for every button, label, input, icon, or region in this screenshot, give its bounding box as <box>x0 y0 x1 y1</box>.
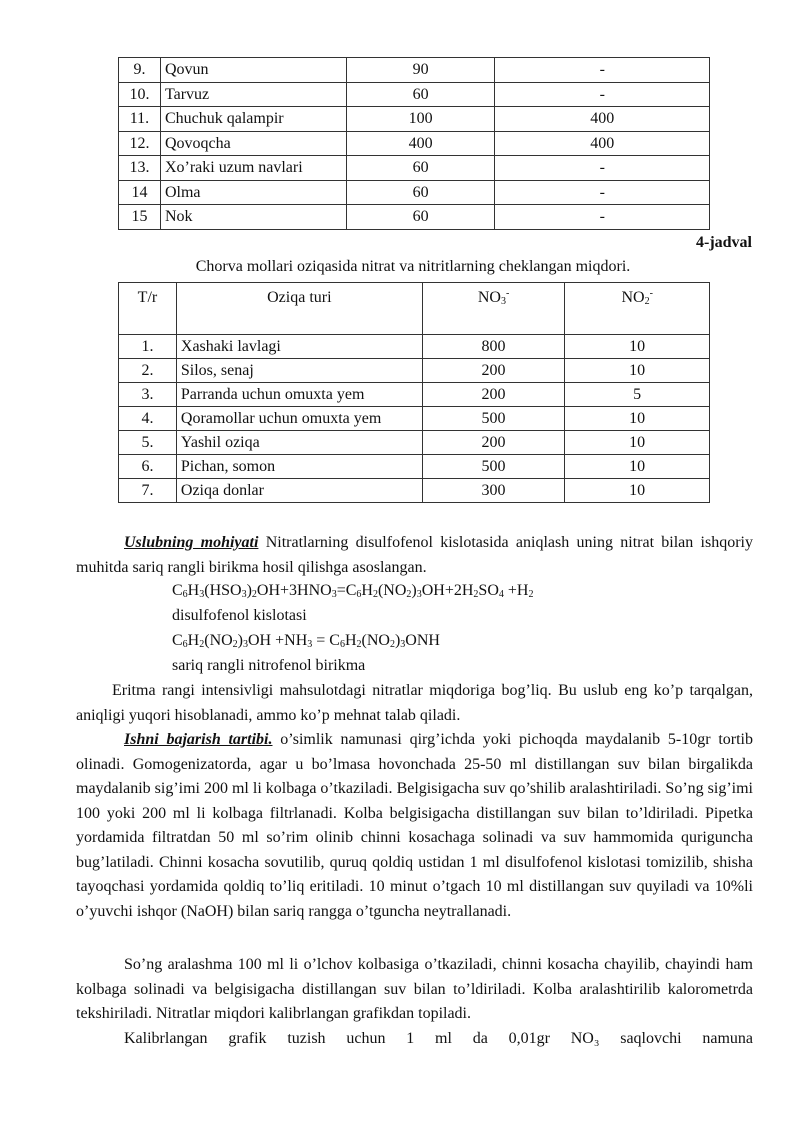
table-cell: 2. <box>119 359 177 383</box>
table-cell: 200 <box>422 383 565 407</box>
table-row <box>119 82 710 107</box>
formula-2-label: sariq rangli nitrofenol birikma <box>172 657 366 674</box>
table-label: 4-jadval <box>696 234 752 251</box>
table-row <box>119 479 710 503</box>
table-row <box>119 431 710 455</box>
table-cell: 5 <box>565 383 710 407</box>
table-cell: 10 <box>565 431 710 455</box>
table-cell: 4. <box>119 407 177 431</box>
table-cell: Qoramollar uchun omuxta yem <box>176 407 422 431</box>
table-vegetables-body <box>119 58 710 230</box>
table-cell: Qovun <box>160 58 346 83</box>
table-row <box>119 407 710 431</box>
table-cell: 6. <box>119 455 177 479</box>
table-row <box>119 455 710 479</box>
formula-2: $C_6H_2(NO_2)_3OH +NH_3 = C_6H_2(NO_2)_3ONH$ <box>172 632 440 650</box>
table-feed-limits <box>118 282 710 503</box>
table-row <box>119 58 710 83</box>
table-cell: 60 <box>346 205 495 230</box>
table-row <box>119 383 710 407</box>
table-cell: 500 <box>422 407 565 431</box>
table-cell: Pichan, somon <box>176 455 422 479</box>
table-cell: 60 <box>346 180 495 205</box>
table-row <box>119 359 710 383</box>
table-cell: 800 <box>422 335 565 359</box>
table-cell: 200 <box>422 431 565 455</box>
table-cell: 7. <box>119 479 177 503</box>
table-cell: 100 <box>346 107 495 132</box>
table-cell: 14 <box>119 180 161 205</box>
table-cell: Xashaki lavlagi <box>176 335 422 359</box>
table-cell: 3. <box>119 383 177 407</box>
table-cell: 400 <box>495 107 710 132</box>
header-no2: $NO_2^-$ <box>565 283 710 335</box>
table-vegetables <box>118 57 710 230</box>
table-cell: 60 <box>346 156 495 181</box>
table-header-row <box>119 283 710 335</box>
table-cell: - <box>495 156 710 181</box>
formula-1-label: disulfofenol kislotasi <box>172 607 307 624</box>
table-row <box>119 156 710 181</box>
table-cell: Xo’raki uzum navlari <box>160 156 346 181</box>
table-cell: 400 <box>346 131 495 156</box>
header-name: Oziqa turi <box>176 283 422 335</box>
keyword-essence: Uslubning mohiyati <box>124 534 259 551</box>
table-row <box>119 205 710 230</box>
paragraph-intensity: Eritma rangi intensivligi mahsulotdagi nitratlar miqdoriga bog’liq. Bu uslub eng ko’p tarqalgan, aniqligi yuqori hisoblanadi, ammo ko’p mehnat talab qiladi. <box>76 682 753 724</box>
table-cell: Yashil oziqa <box>176 431 422 455</box>
table-cell: 9. <box>119 58 161 83</box>
table-cell: - <box>495 180 710 205</box>
header-num: T/r <box>119 283 177 335</box>
table-cell: 13. <box>119 156 161 181</box>
table-cell: - <box>495 82 710 107</box>
table-cell: - <box>495 205 710 230</box>
table-cell: Tarvuz <box>160 82 346 107</box>
table-cell: 60 <box>346 82 495 107</box>
table-cell: 10 <box>565 335 710 359</box>
table-cell: Qovoqcha <box>160 131 346 156</box>
table-cell: 300 <box>422 479 565 503</box>
table-cell: 1. <box>119 335 177 359</box>
table-cell: 10 <box>565 359 710 383</box>
table-cell: 5. <box>119 431 177 455</box>
table-cell: Nok <box>160 205 346 230</box>
table-cell: 12. <box>119 131 161 156</box>
table-cell: 15 <box>119 205 161 230</box>
table-cell: 400 <box>495 131 710 156</box>
table-cell: 90 <box>346 58 495 83</box>
table-cell: Parranda uchun omuxta yem <box>176 383 422 407</box>
table-cell: 200 <box>422 359 565 383</box>
keyword-procedure: Ishni bajarish tartibi. <box>124 731 273 748</box>
table-row <box>119 107 710 132</box>
table-cell: 10 <box>565 455 710 479</box>
table-cell: 10 <box>565 407 710 431</box>
paragraph-procedure: Ishni bajarish tartibi. o’simlik namunasi qirg’ichda yoki pichoqda maydalanib 5-10gr tortib olinadi. Gomogenizatorda, agar u bo’lmasa hovonchada 25-50 ml distillangan suv bilan birgalikda maydalanib sig’imi 200 ml li kolbaga o’tkaziladi. Belgisigacha suv qo’shilib aralashtiriladi. So’ng sig’imi 100 yoki 200 ml li kolbaga filtrlanadi. Kolba belgisigacha distillangan suv bilan to’ldiriladi. Pipetka yordamida filtratdan 50 ml so’rim olinib chinni kosachaga solinadi va suv hammomida qurigunchа bug’latiladi. Chinni kosacha sovutilib, quruq qoldiq ustidan 1 ml disulfofenol kislotasi tomizilib, shisha tayoqchasi yordamida qoldiq to’liq eritiladi. 10 minut o’tgach 10 ml distillangan suv quyiladi va 10%li o’yuvchi ishqor (NaOH) bilan sariq rangga o’tguncha neytrallanadi. <box>76 731 753 920</box>
paragraph-calibration: Kalibrlangan grafik tuzish uchun 1 ml da 0,01gr NO₃ saqlovchi namuna <box>124 1030 753 1047</box>
paragraph-mixture: So’ng aralashma 100 ml li o’lchov kolbasiga o’tkaziladi, chinni kosacha chayilib, chayindi ham kolbaga solinadi va belgisigacha distillangan suv bilan to’ldiriladi. Kolba aralashtirilib kalorometrda tekshiriladi. Nitratlar miqdori kalibrlangan grafikdan topiladi. <box>76 956 753 1022</box>
table-caption: Chorva mollari oziqasida nitrat va nitritlarning cheklangan miqdori. <box>195 258 631 275</box>
table-cell: 10. <box>119 82 161 107</box>
table-row <box>119 180 710 205</box>
table-cell: - <box>495 58 710 83</box>
table-cell: Oziqa donlar <box>176 479 422 503</box>
table-cell: Chuchuk qalampir <box>160 107 346 132</box>
table-cell: 11. <box>119 107 161 132</box>
table-cell: 500 <box>422 455 565 479</box>
table-cell: Olma <box>160 180 346 205</box>
table-row <box>119 335 710 359</box>
header-no3: $NO_3^-$ <box>422 283 565 335</box>
table-cell: 10 <box>565 479 710 503</box>
table-feed-limits-body <box>119 283 710 503</box>
formula-1: $C_6H_3(HSO_3)_2OH+3HNO_3=C_6H_2(NO_2)_3OH+2H_2SO_4 +H_2$ <box>172 582 534 600</box>
table-cell: Silos, senaj <box>176 359 422 383</box>
table-row <box>119 131 710 156</box>
paragraph-essence: Uslubning mohiyati Nitratlarning disulfofenol kislotasida aniqlash uning nitrat bilan ishqoriy muhitda sariq rangli birikma hosil qilishga asoslangan. <box>76 534 753 576</box>
